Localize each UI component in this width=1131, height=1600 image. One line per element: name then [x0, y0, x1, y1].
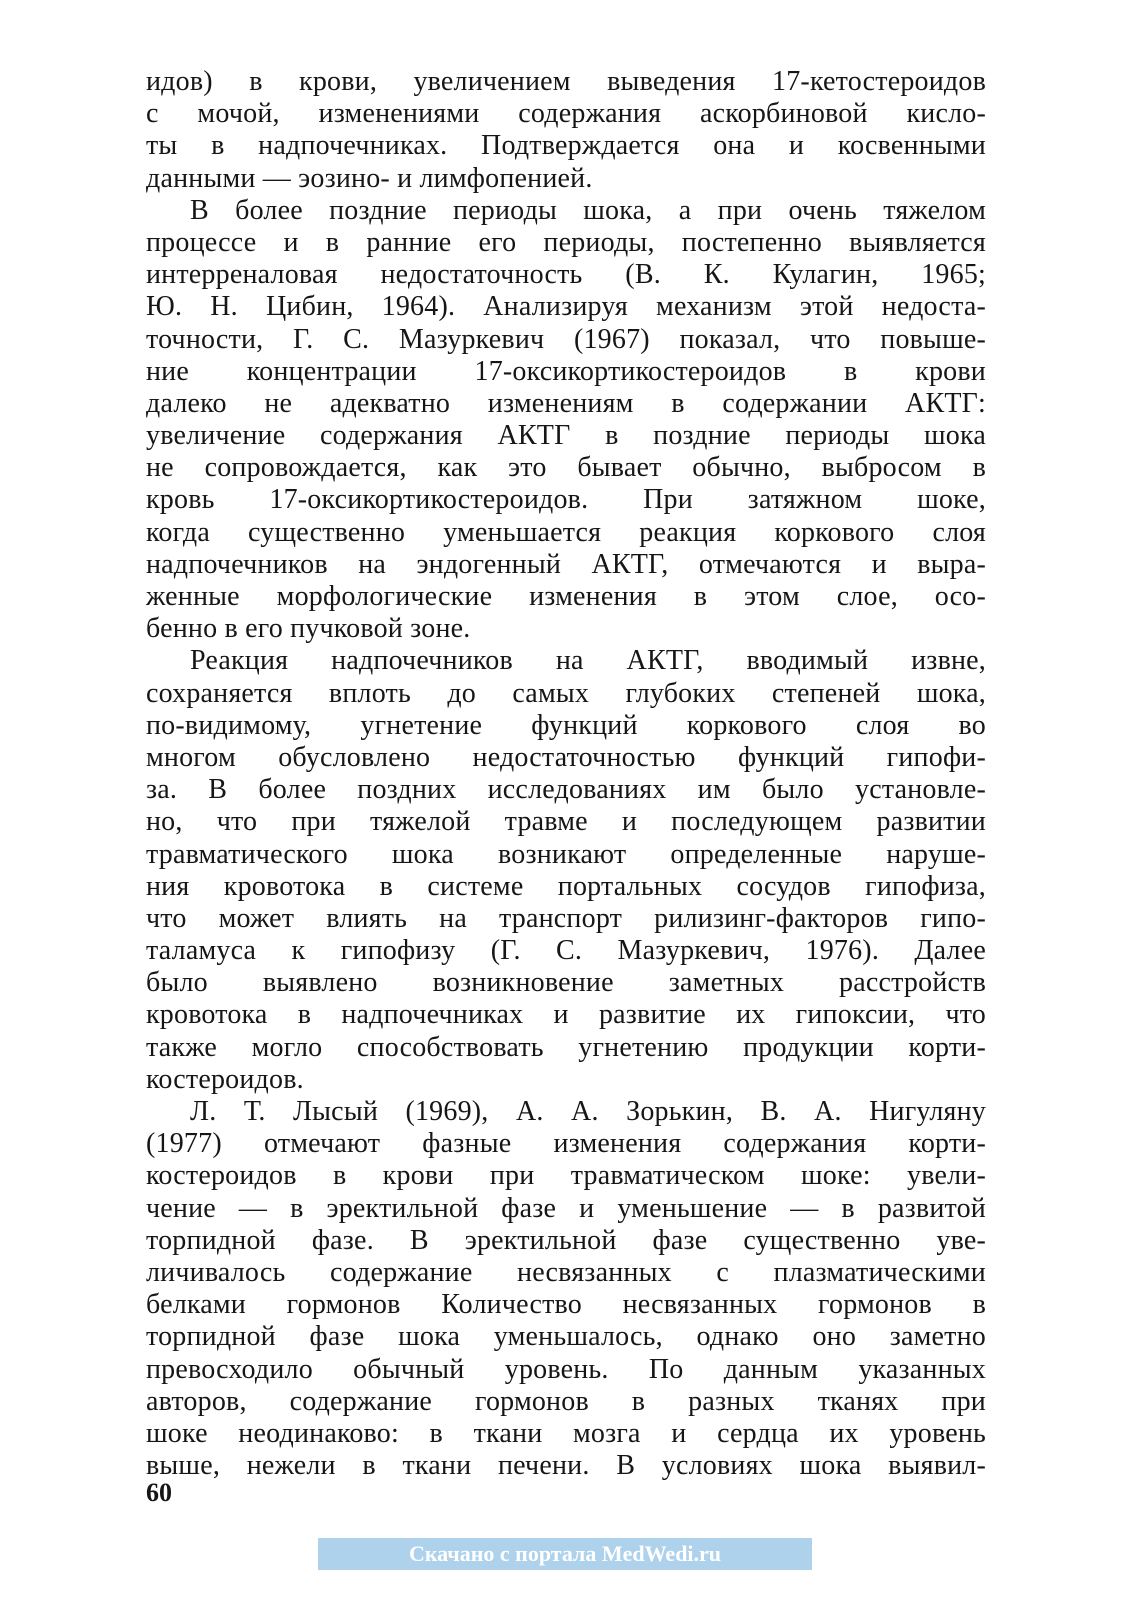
text-line: надпочечников на эндогенный АКТГ, отмечаются и выра- — [146, 548, 986, 580]
text-line: травматического шока возникают определенные наруше- — [146, 838, 986, 870]
text-line: увеличение содержания АКТГ в поздние периоды шока — [146, 420, 986, 452]
text-line: многом обусловлено недостаточностью функций гипофи- — [146, 741, 986, 773]
text-line: Ю. Н. Цибин, 1964). Анализируя механизм этой недоста- — [146, 291, 986, 323]
text-line: далеко не адекватно изменениям в содержании АКТГ: — [146, 387, 986, 419]
watermark-banner: Скачано с портала MedWedi.ru — [318, 1538, 812, 1570]
text-line: было выявлено возникновение заметных расстройств — [146, 967, 986, 999]
text-line: процессе и в ранние его периоды, постепенно выявляется — [146, 226, 986, 258]
text-line: личивалось содержание несвязанных с плазматическими — [146, 1256, 986, 1288]
text-line: с мочой, изменениями содержания аскорбиновой кисло- — [146, 98, 986, 130]
body-text — [146, 66, 986, 1482]
text-line: бенно в его пучковой зоне. — [146, 613, 471, 645]
text-line: (1977) отмечают фазные изменения содержания корти- — [146, 1128, 986, 1160]
text-line: ние концентрации 17-оксикортикостероидов в крови — [146, 355, 986, 387]
text-line: идов) в крови, увеличением выведения 17-кетостероидов — [146, 66, 986, 97]
text-line: В более поздние периоды шока, а при очень тяжелом — [190, 194, 986, 226]
text-line: интерреналовая недостаточность (В. К. Кулагин, 1965; — [146, 259, 986, 291]
text-line: шоке неодинаково: в ткани мозга и сердца их уровень — [146, 1417, 986, 1449]
text-line: превосходило обычный уровень. По данным указанных — [146, 1353, 986, 1385]
text-line: по-видимому, угнетение функций коркового слоя во — [146, 709, 986, 741]
text-line: ния кровотока в системе портальных сосудов гипофиза, — [146, 870, 986, 902]
text-line: также могло способствовать угнетению продукции корти- — [146, 1031, 986, 1063]
text-line: сохраняется вплоть до самых глубоких степеней шока, — [146, 677, 986, 709]
text-line: точности, Г. С. Мазуркевич (1967) показал, что повыше- — [146, 323, 986, 355]
text-line: Л. Т. Лысый (1969), А. А. Зорькин, В. А. Нигуляну — [190, 1096, 986, 1127]
text-line: костероидов в крови при травматическом шоке: увели- — [146, 1160, 986, 1192]
text-line: кровотока в надпочечниках и развитие их гипоксии, что — [146, 999, 986, 1031]
text-line: за. В более поздних исследованиях им было установле- — [146, 774, 986, 806]
text-line: торпидной фазе. В эректильной фазе существенно уве- — [146, 1224, 986, 1256]
text-line: но, что при тяжелой травме и последующем развитии — [146, 806, 986, 838]
text-line: белками гормонов Количество несвязанных гормонов в — [146, 1289, 986, 1321]
text-line: костероидов. — [146, 1063, 304, 1095]
text-line: женные морфологические изменения в этом слое, осо- — [146, 581, 986, 612]
text-line: торпидной фазе шока уменьшалось, однако оно заметно — [146, 1321, 986, 1353]
text-line: что может влиять на транспорт рилизинг-факторов гипо- — [146, 902, 986, 934]
text-line: таламуса к гипофизу (Г. С. Мазуркевич, 1976). Далее — [146, 935, 986, 967]
text-line: не сопровождается, как это бывает обычно, выбросом в — [146, 452, 986, 484]
text-line: Реакция надпочечников на АКТГ, вводимый извне, — [190, 645, 986, 677]
text-line: когда существенно уменьшается реакция коркового слоя — [146, 516, 986, 548]
text-line: чение — в эректильной фазе и уменьшение — в развитой — [146, 1192, 986, 1224]
text-line: данными — эозино- и лимфопенией. — [146, 162, 593, 194]
text-line: кровь 17-оксикортикостероидов. При затяжном шоке, — [146, 484, 986, 516]
text-line: авторов, содержание гормонов в разных тканях при — [146, 1385, 986, 1417]
text-line: ты в надпочечниках. Подтверждается она и косвенными — [146, 130, 986, 162]
text-line: выше, нежели в ткани печени. В условиях шока выявил- — [146, 1450, 986, 1482]
page-number: 60 — [146, 1478, 172, 1507]
